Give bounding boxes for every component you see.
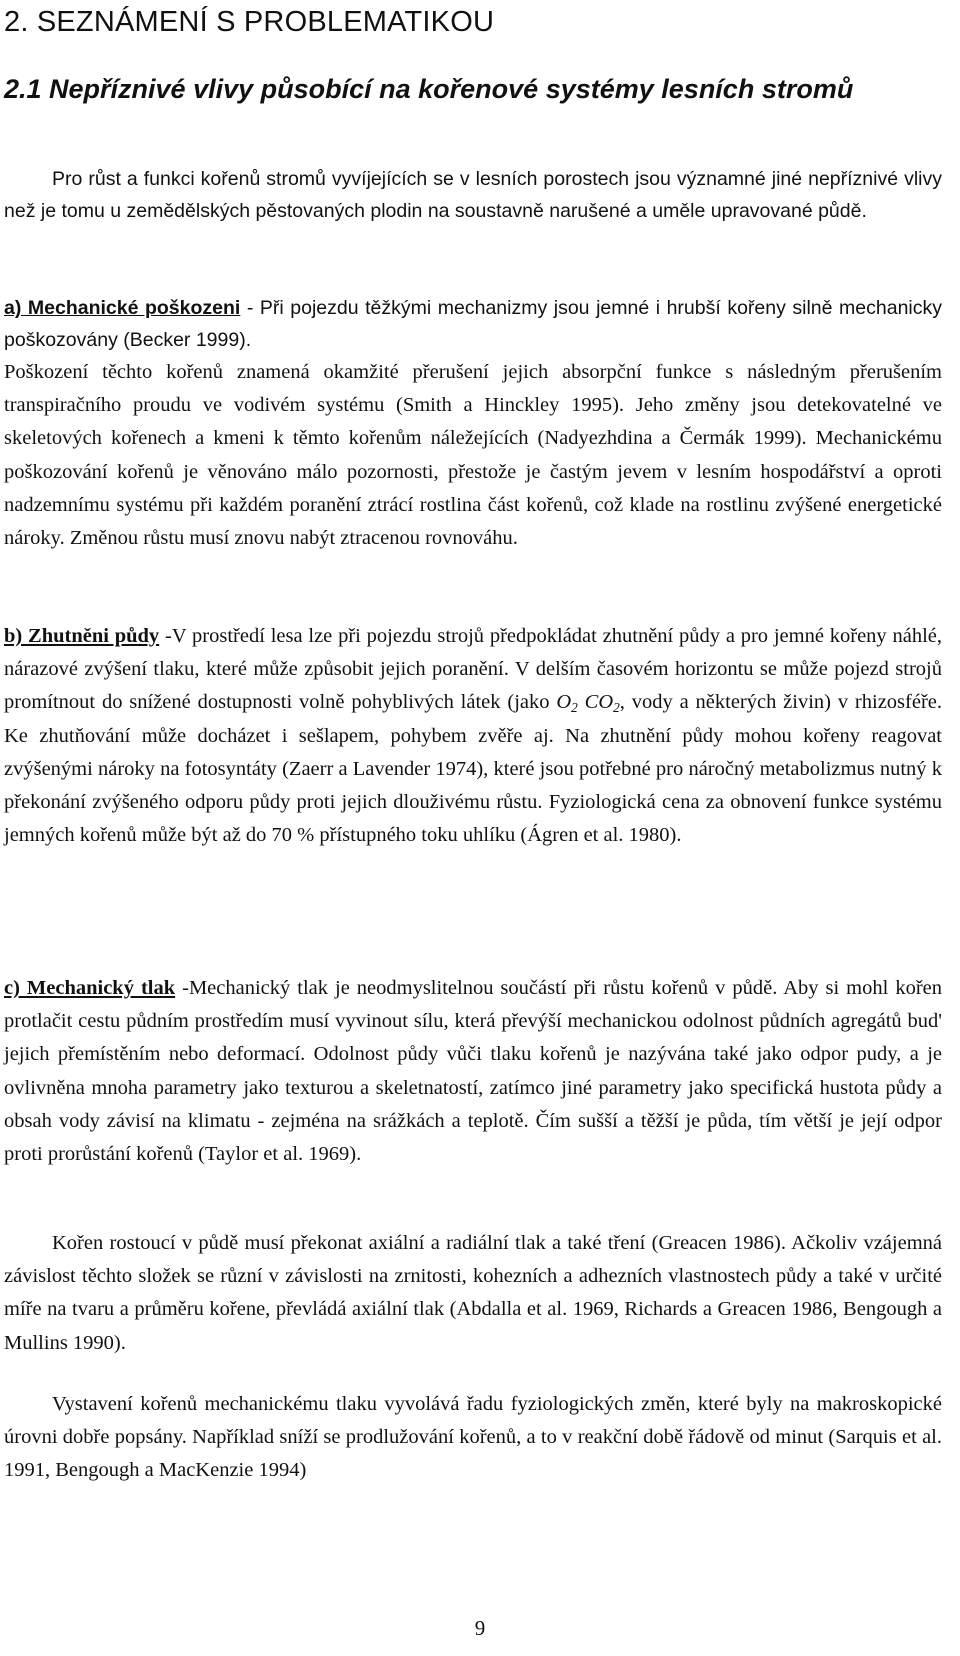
- text-soil-compaction-1: -V prostředí lesa lze při pojezdu strojů předpokládat zhutnění půdy a pro jemné kořeny náhlé, nárazové zvýšení tlaku, které může způsobit jejich poranění. V delším časovém horizontu se může pojezd strojů promítnout do snížené dostupnosti volně pohyblivých látek (jako: [4, 625, 942, 714]
- label-soil-compaction: b) Zhutněni půdy: [4, 625, 160, 647]
- paragraph-mechanical-pressure: [4, 972, 942, 1171]
- paragraph-mechanical-damage: [4, 292, 942, 356]
- paragraph-root-pressure: Kořen rostoucí v půdě musí překonat axiální a radiální tlak a také tření (Greacen 1986). Ačkoliv vzájemná závislost těchto složek se různí v závislosti na zrnitosti, kohezních a adhezních vlastnostech půdy a také v určité míře na tvaru a průměru kořene, převládá axiální tlak (Abdalla et al. 1969, Richards a Greacen 1986, Bengough a Mullins 1990).: [4, 1232, 942, 1354]
- intro-paragraph: Pro růst a funkci kořenů stromů vyvíjejících se v lesních porostech jsou významné jiné nepříznivé vlivy než je tomu u zemědělských pěstovaných plodin na soustavně narušené a uměle upravované půdě.: [4, 168, 942, 222]
- page-number: 9: [474, 1616, 486, 1640]
- paragraph-mechanical-damage-cont: Poškození těchto kořenů znamená okamžité přerušení jejich absorpční funkce s následným přerušením transpiračního proudu ve vodivém systému (Smith a Hinckley 1995). Jeho změny jsou detekovatelné ve skeletových kořenech a kmeni k těmto kořenům náležejících (Nadyezhdina a Čermák 1999). Mechanickému poškozování kořenů je věnováno málo pozornosti, přestože je častým jevem v lesním hospodářství a oproti nadzemnímu systému při každém poranění ztrácí rostlina část kořenů, což klade na rostlinu zvýšené energetické nároky. Změnou růstu musí znovu nabýt ztracenou rovnováhu.: [4, 361, 942, 550]
- paragraph-soil-compaction: [4, 620, 942, 852]
- formula-co2: $CO_2$: [584, 691, 620, 716]
- formula-o2: $O_2$: [556, 691, 578, 716]
- text-mechanical-damage-1: - Při pojezdu těžkými mechanizmy jsou jemné i hrubší kořeny silně mechanicky poškozovány (Becker 1999).: [4, 297, 942, 351]
- text-mechanical-pressure: -Mechanický tlak je neodmyslitelnou součástí při růstu kořenů v půdě. Aby si mohl kořen protlačit cestu půdním prostředím musí vyvinout sílu, která převýší mechanickou odolnost půdních agregátů bud' jejich přemístěním nebo deformací. Odolnost půdy vůči tlaku kořenů je nazývána také jako odpor pudy, a je ovlivněna mnoha parametry jako texturou a skeletnatostí, zatímco jiné parametry jako specifická hustota půdy a obsah vody závisí na klimatu - zejména na srážkách a teplotě. Čím sušší a těžší je půda, tím větší je její odpor proti prorůstání kořenů (Taylor et al. 1969).: [4, 977, 942, 1166]
- paragraph-root-exposure: Vystavení kořenů mechanickému tlaku vyvolává řadu fyziologických změn, které byly na makroskopické úrovni dobře popsány. Například sníží se prodlužování kořenů, a to v reakční době řádově od minut (Sarquis et al. 1991, Bengough a MacKenzie 1994): [4, 1393, 942, 1482]
- label-mechanical-damage: a) Mechanické poškozeni: [4, 297, 241, 319]
- label-mechanical-pressure: c) Mechanický tlak: [4, 977, 176, 999]
- text-soil-compaction-2: , vody a některých živin) v rhizosféře. Ke zhutňování může docházet i sešlapem, pohybem zvěře aj. Na zhutnění půdy mohou kořeny reagovat zvýšenými nároky na fotosyntáty (Zaerr a Lavender 1974), které jsou potřebné pro náročný metabolizmus nutný k překonání zvýšeného odporu půdy proti jejich dlouživému růstu. Fyziologická cena za obnovení funkce systému jemných kořenů může být až do 70 % přístupného toku uhlíku (Ágren et al. 1980).: [4, 691, 942, 847]
- section-heading: 2.1 Nepříznivé vlivy působící na kořenové systémy lesních stromů: [4, 74, 854, 104]
- chapter-heading: 2. SEZNÁMENÍ S PROBLEMATIKOU: [4, 6, 495, 38]
